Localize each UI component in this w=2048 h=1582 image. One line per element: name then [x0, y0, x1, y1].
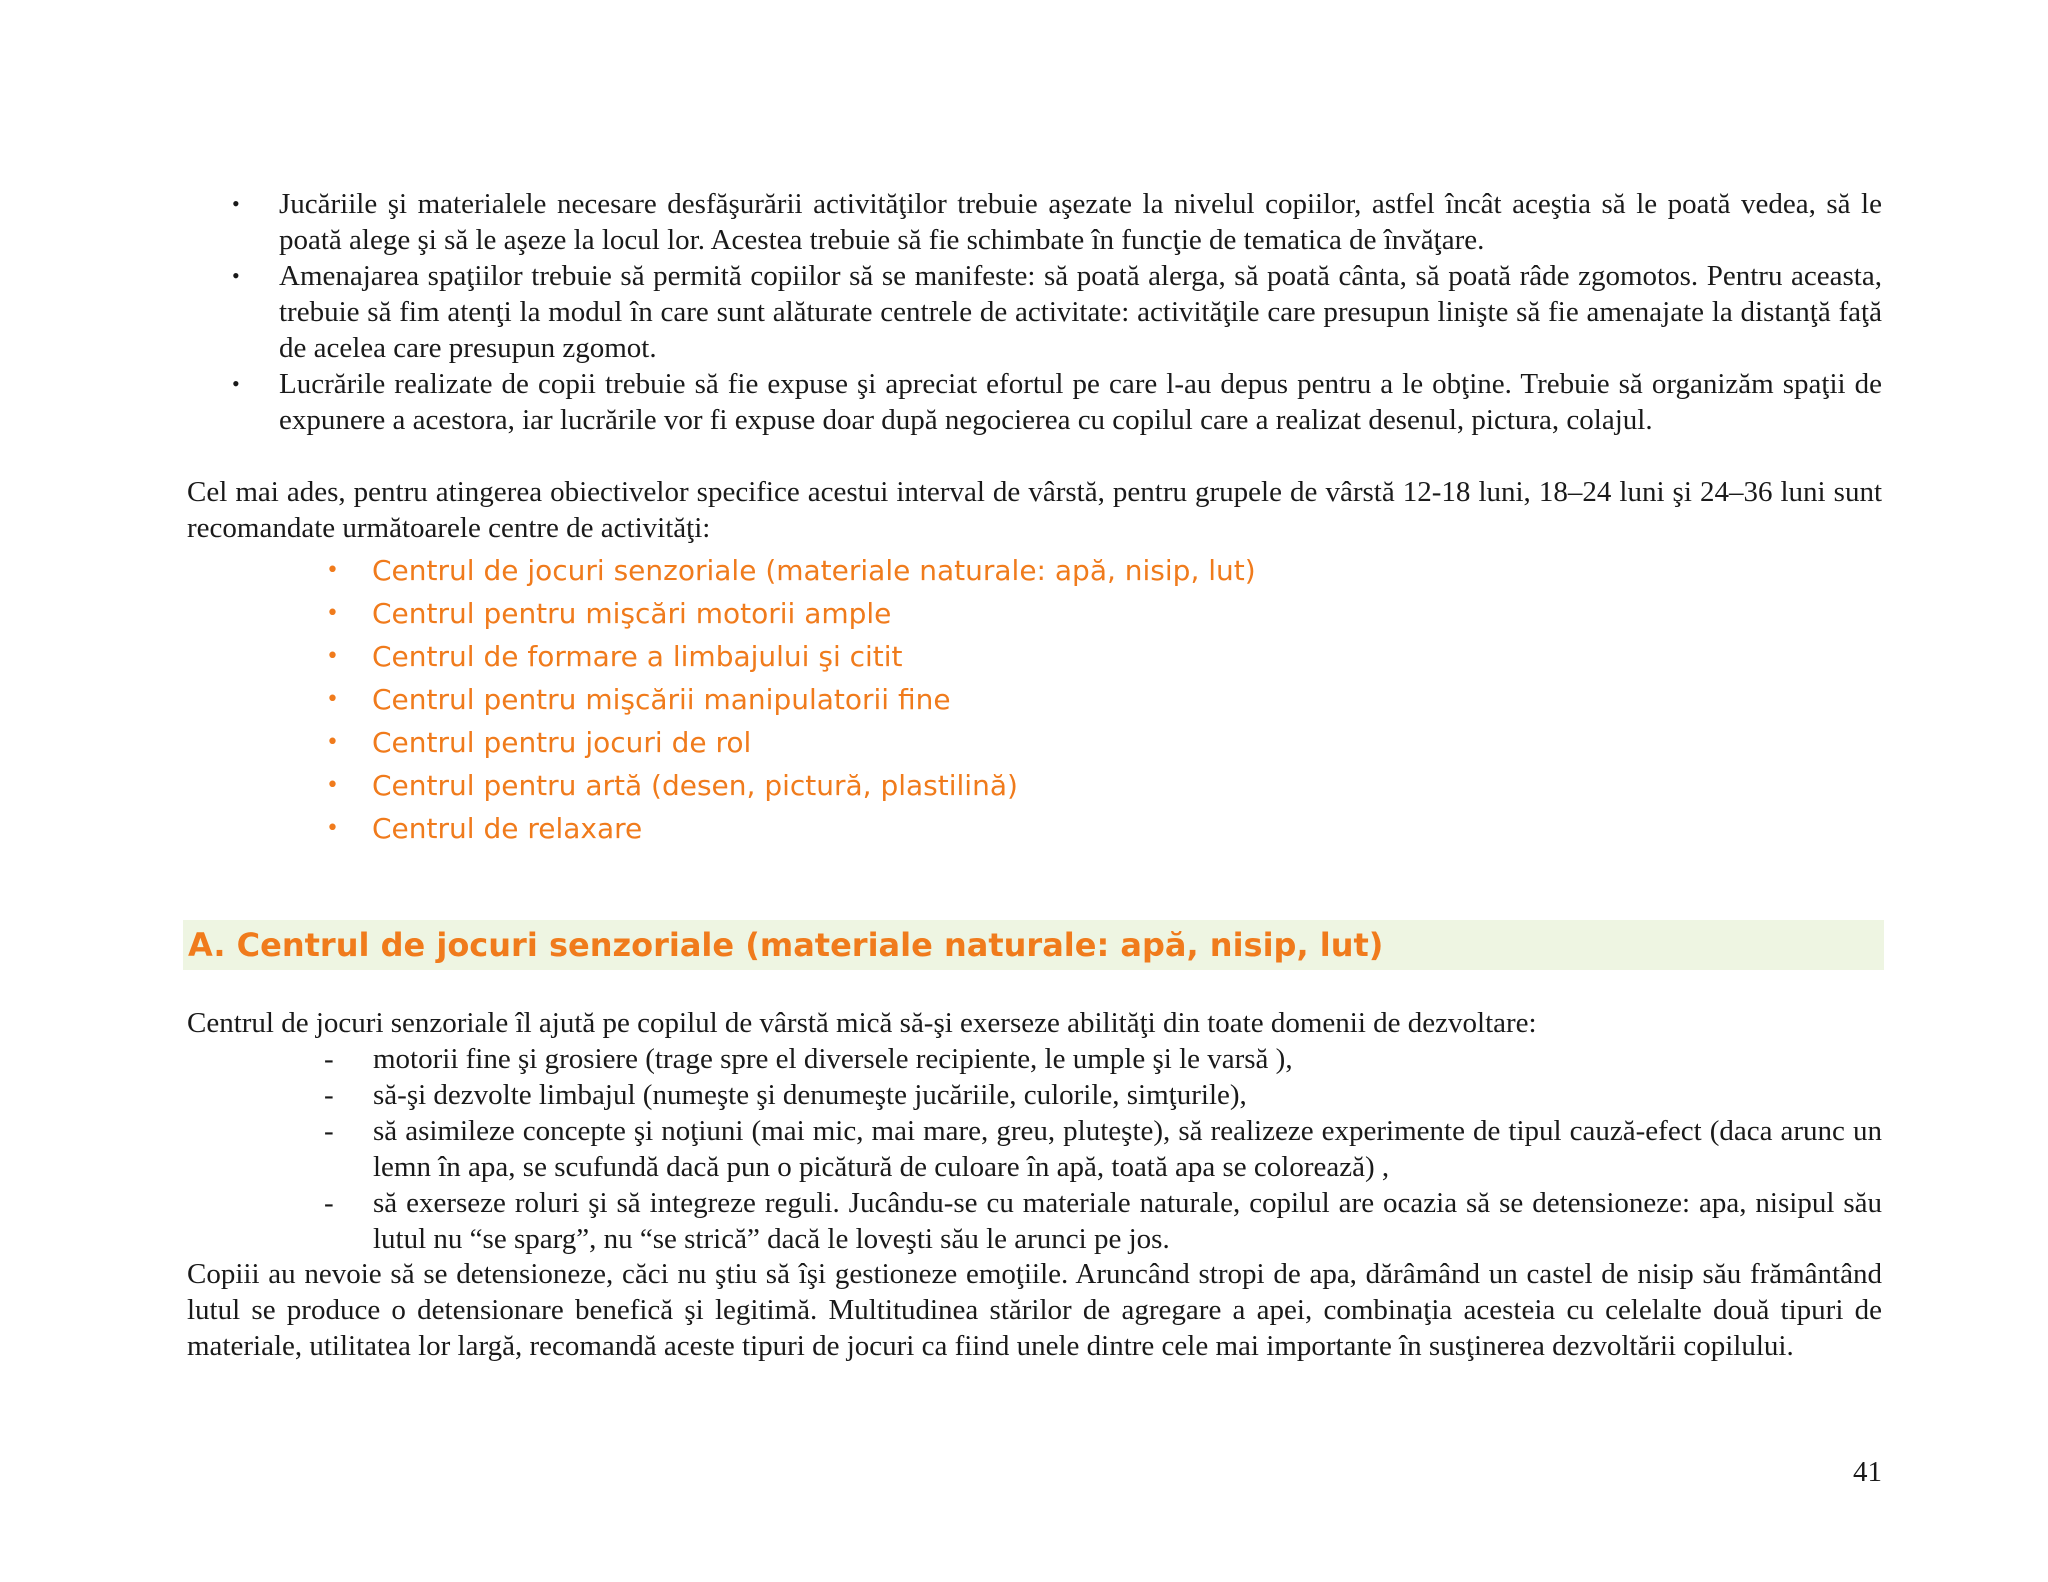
- center-item: [322, 549, 1256, 592]
- bullet-text: Amenajarea spaţiilor trebuie să permită copiilor să se manifeste: să poată alerga, să poată cânta, să poată râde zgomotos. Pentru aceasta, trebuie să fim atenţi la modul în care sunt alăturate centrele de activitate: activităţile care presupun linişte să fie amenajate la distanţă faţă de acelea care presupun zgomot.: [279, 260, 1882, 364]
- center-label: Centrul pentru jocuri de rol: [372, 726, 752, 759]
- center-item: [322, 635, 1256, 678]
- dash-marker: -: [324, 1115, 334, 1147]
- bullet-text: Lucrările realizate de copii trebuie să fie expuse şi apreciat efortul pe care l-au depus pentru a le obţine. Trebuie să organizăm spaţii de expunere a acestora, iar lucrările vor fi expuse doar după negocierea cu copilul care a realizat desenul, pictura, colajul.: [279, 368, 1882, 436]
- center-label: Centrul pentru mişcări motorii ample: [372, 597, 892, 630]
- center-label: Centrul de jocuri senzoriale (materiale naturale: apă, nisip, lut): [372, 554, 1256, 587]
- bullet-marker: •: [232, 263, 240, 288]
- skills-dash-list: [324, 1041, 1882, 1257]
- center-label: Centrul pentru mişcării manipulatorii fine: [372, 683, 951, 716]
- dash-item: [324, 1113, 1882, 1185]
- dash-item: [324, 1185, 1882, 1257]
- center-item: [322, 764, 1256, 807]
- dash-text: să-şi dezvolte limbajul (numeşte şi denumeşte jucăriile, culorile, simţurile),: [373, 1079, 1247, 1111]
- bullet-marker: •: [326, 644, 339, 669]
- bullet-text: Jucăriile şi materialele necesare desfăşurării activităţilor trebuie aşezate la nivelul copiilor, astfel încât aceştia să le poată vedea, să le poată alege şi să le aşeze la locul lor. Acestea trebuie să fie schimbate în funcţie de tematica de învăţare.: [279, 188, 1882, 256]
- dash-text: motorii fine şi grosiere (trage spre el diversele recipiente, le umple şi le varsă ),: [373, 1043, 1293, 1075]
- guideline-bullet-list: [232, 186, 1882, 438]
- bullet-marker: •: [326, 558, 339, 583]
- dash-marker: -: [324, 1187, 334, 1219]
- center-item: [322, 807, 1256, 850]
- bullet-marker: •: [326, 687, 339, 712]
- bullet-item: [232, 186, 1882, 258]
- bullet-marker: •: [232, 371, 240, 396]
- dash-marker: -: [324, 1043, 334, 1075]
- bullet-item: [232, 258, 1882, 366]
- dash-item: [324, 1041, 1882, 1077]
- bullet-marker: •: [326, 773, 339, 798]
- recommended-centers-intro: Cel mai ades, pentru atingerea obiectivelor specifice acestui interval de vârstă, pentru grupele de vârstă 12-18 luni, 18–24 luni şi 24–36 luni sunt recomandate următoarele centre de activităţi:: [187, 476, 1882, 544]
- center-label: Centrul de relaxare: [372, 812, 643, 845]
- dash-marker: -: [324, 1079, 334, 1111]
- bullet-marker: •: [326, 816, 339, 841]
- bullet-marker: •: [232, 191, 240, 216]
- center-item: [322, 592, 1256, 635]
- page-number: 41: [1853, 1456, 1882, 1488]
- section-intro: Centrul de jocuri senzoriale îl ajută pe copilul de vârstă mică să-şi exerseze abilităţi din toate domenii de dezvoltare:: [187, 1007, 1537, 1039]
- dash-item: [324, 1077, 1882, 1113]
- center-item: [322, 678, 1256, 721]
- center-label: Centrul pentru artă (desen, pictură, plastilină): [372, 769, 1018, 802]
- center-item: [322, 721, 1256, 764]
- dash-text: să exerseze roluri şi să integreze reguli. Jucându-se cu materiale naturale, copilul are ocazia să se detensioneze: apa, nisipul său lutul nu “se sparg”, nu “se strică” dacă le loveşti său le arunci pe jos.: [373, 1187, 1882, 1255]
- closing-paragraph: Copiii au nevoie să se detensioneze, căci nu ştiu să îşi gestioneze emoţiile. Aruncând stropi de apa, dărâmând un castel de nisip său frământând lutul se produce o detensionare benefică şi legitimă. Multitudinea stărilor de agregare a apei, combinaţia acesteia cu celelalte două tipuri de materiale, utilitatea lor largă, recomandă aceste tipuri de jocuri ca fiind unele dintre cele mai importante în susţinerea dezvoltării copilului.: [187, 1258, 1882, 1362]
- dash-text: să asimileze concepte şi noţiuni (mai mic, mai mare, greu, pluteşte), să realizeze experimente de tipul cauză-efect (daca arunc un lemn în apa, se scufundă dacă pun o picătură de culoare în apă, toată apa se colorează) ,: [373, 1115, 1882, 1183]
- bullet-item: [232, 366, 1882, 438]
- bullet-marker: •: [326, 601, 339, 626]
- bullet-marker: •: [326, 730, 339, 755]
- center-label: Centrul de formare a limbajului şi citit: [372, 640, 903, 673]
- section-heading: A. Centrul de jocuri senzoriale (materiale naturale: apă, nisip, lut): [188, 926, 1384, 964]
- activity-centers-list: [322, 549, 1256, 850]
